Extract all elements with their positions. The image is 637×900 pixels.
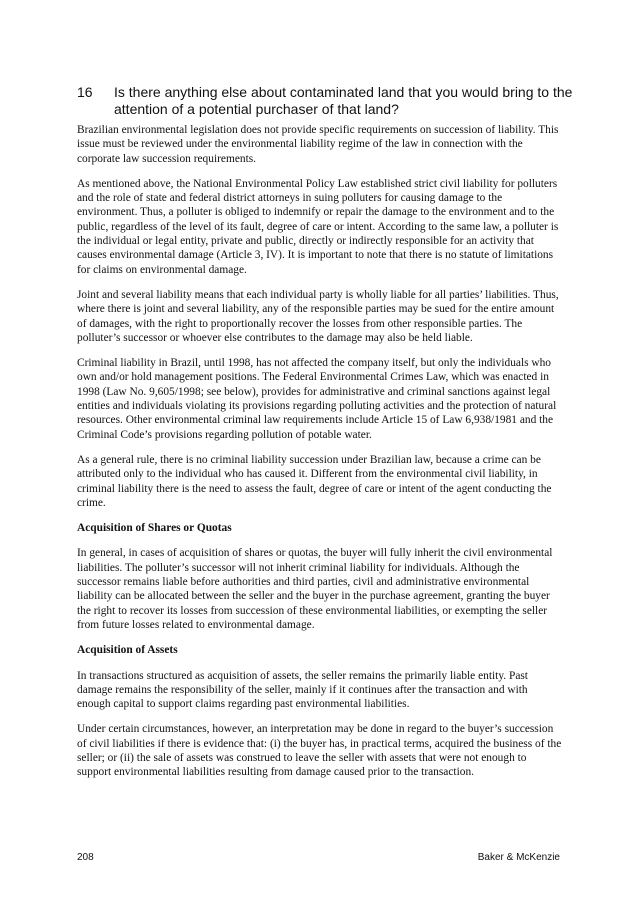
section-heading: Acquisition of Assets: [77, 644, 178, 657]
paragraph: Criminal liability in Brazil, until 1998, has not affected the company itself, but only the individuals who own and/or hold management positions. The Federal Environmental Crimes Law, which was enacted in 1998 (Law No. 9,605/1998; see below), provides for administrative and criminal sanctions against legal entities and individuals violating its provisions regarding polluting activities and the protection of natural resources. Other environmental criminal law requirements include Article 15 of Law 6,938/1981 and the Criminal Code’s provisions regarding pollution of potable water.: [77, 357, 557, 441]
question-number: 16: [77, 84, 93, 100]
paragraph: As mentioned above, the National Environmental Policy Law established strict civil liability for polluters and the role of state and federal district attorneys in suing polluters for causing damage to the environment. Thus, a polluter is obliged to indemnify or repair the damage to the environment and to the public, regardless of the level of its fault, degree of care or intent. According to the same law, a polluter is the individual or legal entity, private and public, directly or indirectly responsible for an activity that causes environmental damage (Article 3, IV). It is important to note that there is no statute of limitations for claims on environmental damage.: [77, 177, 559, 276]
page-number: 208: [77, 852, 94, 863]
paragraph: Joint and several liability means that each individual party is wholly liable for all parties’ liabilities. Thus, where there is joint and several liability, any of the responsible parties may be sued for the entire amount of damages, with the right to proportionally recover the losses from other responsible parties. The polluter’s successor or whoever else contributes to the damage may also be held liable.: [77, 288, 559, 344]
section-heading: Acquisition of Shares or Quotas: [77, 522, 232, 535]
firm-name: Baker & McKenzie: [477, 852, 560, 863]
paragraph: In transactions structured as acquisition of assets, the seller remains the primarily liable entity. Past damage remains the responsibility of the seller, mainly if it continues after the transaction and with enough capital to support claims regarding past environmental liabilities.: [77, 669, 528, 711]
paragraph: In general, in cases of acquisition of shares or quotas, the buyer will fully inherit the civil environmental liabilities. The polluter’s successor will not inherit criminal liability for individuals. Although the successor remains liable before authorities and third parties, civil and administrative environmental liability can be allocated between the seller and the buyer in the purchase agreement, granting the buyer the right to recover its losses from succession of these environmental liabilities, or exempting the seller from future losses related to environmental damage.: [77, 547, 553, 631]
paragraph: As a general rule, there is no criminal liability succession under Brazilian law, because a crime can be attributed only to the individual who has caused it. Different from the environmental civil liability, in criminal liability there is the need to assess the fault, degree of care or intent of the agent conducting the crime.: [77, 453, 552, 509]
paragraph: Brazilian environmental legislation does not provide specific requirements on succession of liability. This issue must be reviewed under the environmental liability regime of the law in connection with the corporate law succession requirements.: [77, 124, 559, 165]
paragraph: Under certain circumstances, however, an interpretation may be done in regard to the buyer’s succession of civil liabilities if there is evidence that: (i) the buyer has, in practical terms, acquired the business of the seller; or (ii) the sale of assets was construed to leave the seller with assets that were not enough to support environmental liabilities resulting from damage caused prior to the transaction.: [77, 723, 562, 779]
question-text: Is there anything else about contaminated land that you would bring to the attention of a potential purchaser of that land?: [114, 84, 573, 117]
body-content: [77, 123, 562, 791]
question-heading: [77, 84, 577, 118]
